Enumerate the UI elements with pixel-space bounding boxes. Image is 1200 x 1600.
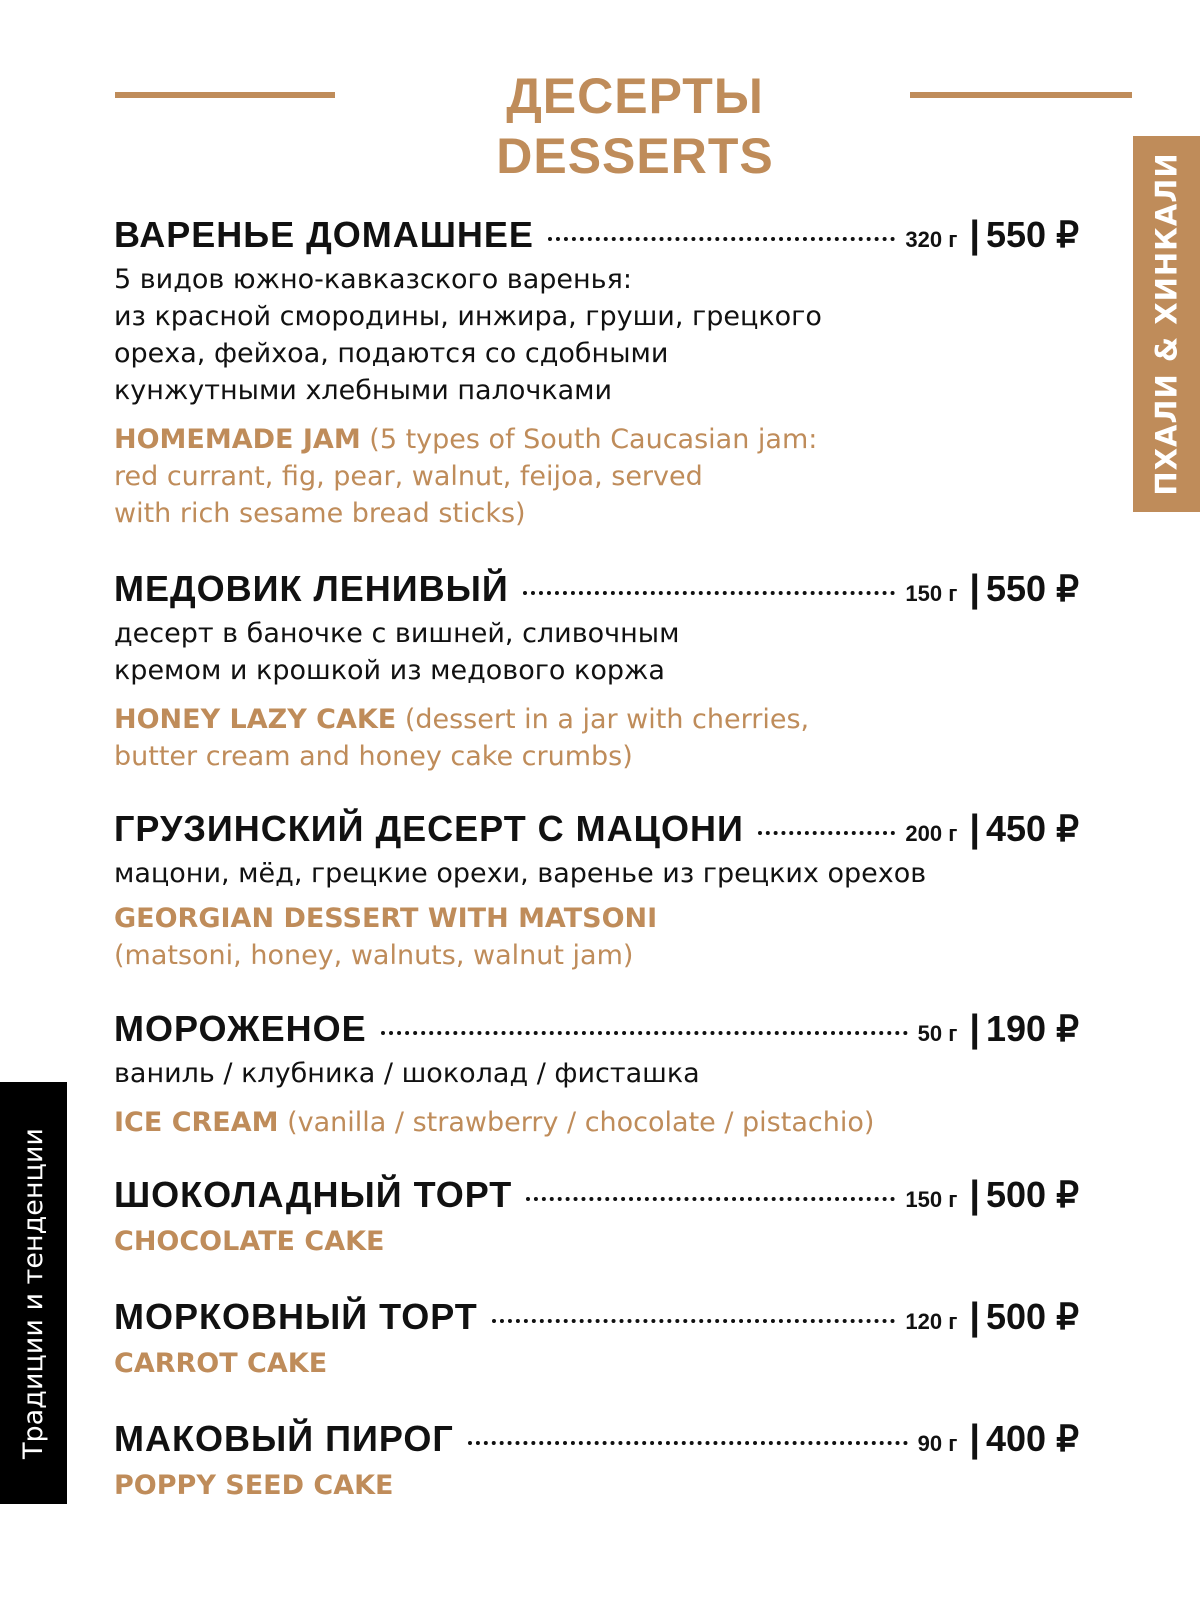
item-description-ru: ваниль / клубника / шоколад / фисташка: [114, 1058, 700, 1089]
dot-leader: [758, 831, 896, 835]
item-name-en: HOMEMADE JAM: [114, 424, 361, 455]
brand-tab-label: Традиции и тенденции: [18, 1127, 50, 1459]
item-weight: 50 г: [917, 1021, 958, 1046]
item-name-en: ICE CREAM: [114, 1107, 279, 1138]
item-details-en: (vanilla / strawberry / chocolate / pistachio): [278, 1107, 875, 1138]
menu-item: [114, 808, 1079, 974]
item-price: 500 ₽: [986, 1174, 1079, 1215]
side-tab-label: ПХАЛИ & ХИНКАЛИ: [1149, 152, 1184, 496]
item-weight: 120 г: [905, 1309, 958, 1334]
item-price: 500 ₽: [986, 1296, 1079, 1337]
item-price: 550 ₽: [986, 568, 1079, 609]
item-weight: 150 г: [905, 1187, 958, 1212]
item-name-ru: МЕДОВИК ЛЕНИВЫЙ: [114, 568, 509, 609]
dot-leader: [548, 237, 895, 241]
price-separator: |: [969, 214, 981, 256]
price-separator: |: [969, 808, 981, 850]
item-description-ru: мацони, мёд, грецкие орехи, варенье из грецких орехов: [114, 858, 927, 889]
price-separator: |: [969, 568, 981, 610]
price-separator: |: [969, 1418, 981, 1460]
brand-tab: [0, 1082, 67, 1504]
side-tab-pkhali-khinkali[interactable]: [1133, 136, 1200, 512]
menu-item: [114, 214, 1079, 532]
menu-item: [114, 1008, 1079, 1141]
item-name-en: CHOCOLATE CAKE: [114, 1226, 385, 1257]
item-description-en: [114, 1345, 1079, 1382]
item-details-en: (matsoni, honey, walnuts, walnut jam): [114, 940, 634, 971]
item-weight: 200 г: [905, 821, 958, 846]
item-name-en: HONEY LAZY CAKE: [114, 704, 397, 735]
item-details-en: (5 types of South Caucasian jam: red currant, fig, pear, walnut, feijoa, served with rich sesame bread sticks): [114, 424, 818, 529]
item-name-ru: МОРКОВНЫЙ ТОРТ: [114, 1296, 478, 1337]
item-price: 550 ₽: [986, 214, 1079, 255]
price-separator: |: [969, 1174, 981, 1216]
price-separator: |: [969, 1008, 981, 1050]
item-description-en: [114, 1104, 1079, 1141]
dot-leader: [468, 1441, 908, 1445]
menu-item-header: [114, 568, 1079, 611]
item-description-ru: десерт в баночке с вишней, сливочным кремом и крошкой из медового коржа: [114, 618, 680, 686]
item-name-ru: МАКОВЫЙ ПИРОГ: [114, 1418, 454, 1459]
menu-item-header: [114, 1418, 1079, 1461]
item-weight: 150 г: [905, 581, 958, 606]
item-name-ru: ВАРЕНЬЕ ДОМАШНЕЕ: [114, 214, 534, 255]
section-title-en: DESSERTS: [496, 128, 774, 184]
menu-item-header: [114, 808, 1079, 851]
item-name-ru: ШОКОЛАДНЫЙ ТОРТ: [114, 1174, 513, 1215]
dot-leader: [492, 1319, 896, 1323]
item-price: 190 ₽: [986, 1008, 1079, 1049]
item-description-en: [114, 900, 1079, 974]
menu-item-header: [114, 1296, 1079, 1339]
item-weight: 320 г: [905, 227, 958, 252]
menu-item: [114, 1418, 1079, 1504]
item-description-en: [114, 701, 1079, 775]
item-name-en: CARROT CAKE: [114, 1348, 328, 1379]
dot-leader: [381, 1031, 908, 1035]
section-header: [0, 66, 1200, 186]
dot-leader: [526, 1197, 895, 1201]
section-title-ru: ДЕСЕРТЫ: [506, 68, 764, 124]
menu-item-header: [114, 214, 1079, 257]
item-description-en: [114, 1467, 1079, 1504]
item-weight: 90 г: [917, 1431, 958, 1456]
dot-leader: [523, 591, 896, 595]
item-name-en: GEORGIAN DESSERT WITH MATSONI: [114, 903, 658, 934]
item-description-en: [114, 1223, 1079, 1260]
menu-item: [114, 1296, 1079, 1382]
menu-item: [114, 568, 1079, 775]
item-description-en: [114, 421, 1079, 532]
item-details-en: (dessert in a jar with cherries, butter cream and honey cake crumbs): [114, 704, 810, 772]
item-price: 400 ₽: [986, 1418, 1079, 1459]
item-description-ru: 5 видов южно-кавказского варенья: из красной смородины, инжира, груши, грецкого ореха, фейхоа, подаются со сдобными кунжутными хлебными палочками: [114, 264, 822, 406]
menu-item-header: [114, 1174, 1079, 1217]
menu-item-header: [114, 1008, 1079, 1051]
item-name-en: POPPY SEED CAKE: [114, 1470, 394, 1501]
price-separator: |: [969, 1296, 981, 1338]
item-price: 450 ₽: [986, 808, 1079, 849]
item-name-ru: ГРУЗИНСКИЙ ДЕСЕРТ С МАЦОНИ: [114, 808, 744, 849]
menu-item: [114, 1174, 1079, 1260]
item-name-ru: МОРОЖЕНОЕ: [114, 1008, 367, 1049]
